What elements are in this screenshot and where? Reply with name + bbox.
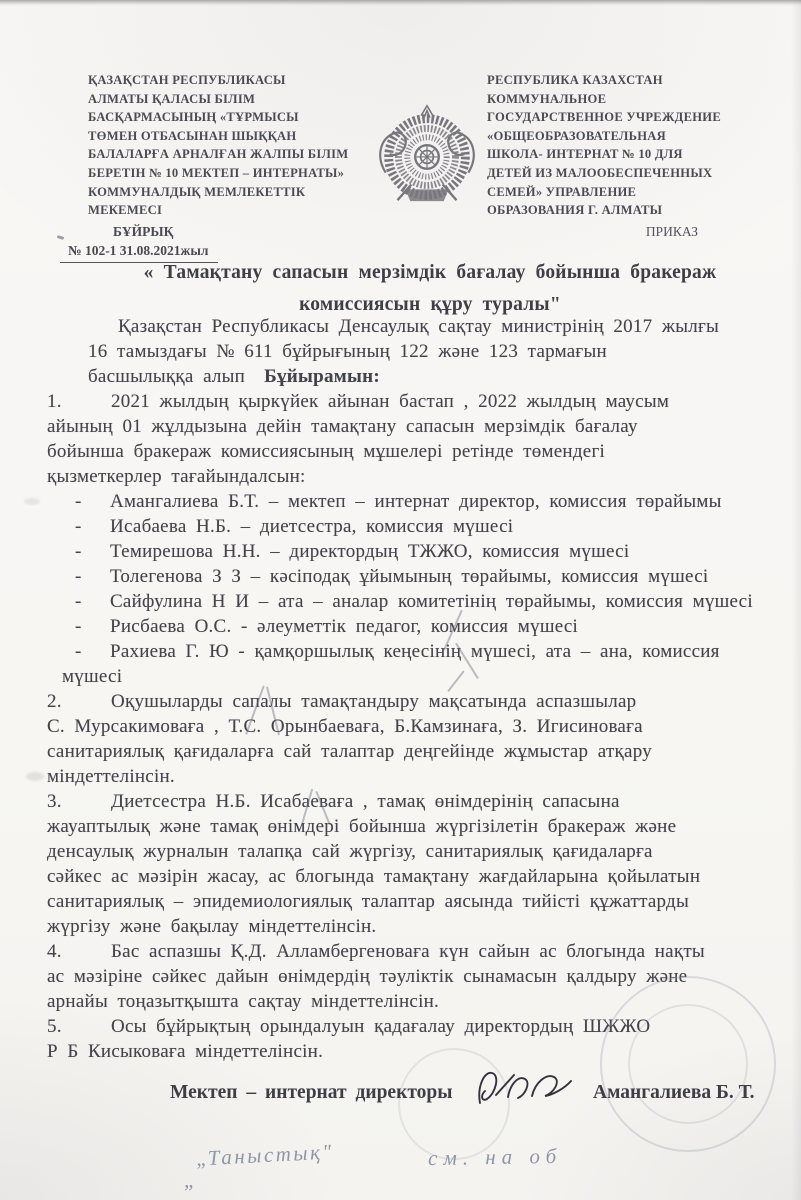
member-row xyxy=(62,639,767,689)
dash-marker: - xyxy=(75,566,82,587)
preamble-lines: Қазақстан Республикасы Денсаулық сақтау министрінің 2017 жылғы 16 тамыздағы № 611 бұйрығының 122 және 123 тармағын xyxy=(88,316,720,362)
scan-top-shadow xyxy=(0,0,801,6)
order-item-3 xyxy=(47,789,767,939)
item-number: 2. xyxy=(47,691,62,712)
dash-marker: - xyxy=(75,541,82,562)
scan-smudge xyxy=(26,772,44,781)
member-text: Рахиева Г. Ю - қамқоршылық кеңесінің мүшесі, ата – ана, комиссия мүшесі xyxy=(62,641,720,687)
ordering-word: Бұйырамын: xyxy=(264,366,381,387)
dash-marker: - xyxy=(75,616,82,637)
round-stamp-imprint-inner xyxy=(628,1004,748,1124)
preamble-final-line: басшылыққа алып Бұйырамын: xyxy=(88,366,381,387)
member-text: Рисбаева О.С. - әлеуметтік педагог, комиссия мүшесі xyxy=(110,616,579,637)
item-number: 1. xyxy=(47,391,62,412)
member-text: Сайфулина Н И – ата – аналар комитетінің төрайымы, комиссия мүшесі xyxy=(110,591,753,612)
member-row xyxy=(62,589,767,614)
member-text: Темирешова Н.Н. – директордың ТЖЖО, комиссия мүшесі xyxy=(110,541,630,562)
preamble xyxy=(88,314,767,389)
handwritten-note-right: см. на об xyxy=(427,1143,563,1171)
scan-right-shadow xyxy=(791,0,801,1200)
handwritten-quote-mark: „ xyxy=(184,1168,196,1192)
dash-marker: - xyxy=(75,641,82,662)
member-row xyxy=(62,539,767,564)
member-row xyxy=(62,489,767,514)
dash-marker: - xyxy=(75,491,82,512)
signatory-title: Мектеп – интернат директоры xyxy=(170,1082,453,1103)
signatory-name: Амангалиева Б. Т. xyxy=(593,1082,755,1103)
item-number: 5. xyxy=(47,1016,62,1037)
kazakhstan-coat-of-arms-icon xyxy=(368,94,486,212)
scan-smudge xyxy=(24,498,40,505)
member-row xyxy=(62,514,767,539)
order-label-row xyxy=(0,224,801,244)
member-text: Амангалиева Б.Т. – мектеп – интернат директор, комиссия төрайымы xyxy=(110,491,722,512)
member-row xyxy=(62,564,767,589)
item-number: 4. xyxy=(47,941,62,962)
order-label-kazakh: БҰЙРЫҚ xyxy=(113,224,174,239)
member-row xyxy=(62,614,767,639)
order-title: « Тамақтану сапасын мерзімдік бағалау бойынша бракераж комиссиясын құру туралы" xyxy=(143,262,717,315)
order-label-russian: ПРИКАЗ xyxy=(645,224,698,239)
item-text: Бас аспазшы Қ.Д. Алламбергеноваға күн сайын ас блогында нақты ас мәзіріне сәйкес дайын өнімдердің тәуліктік сынамасын қалдыру және арнайы тоңазытқышта сақтау міндеттелінсін. xyxy=(47,941,705,1012)
commission-members-list xyxy=(47,489,767,689)
member-text: Толегенова З З – кәсіподақ ұйымының төрайымы, комиссия мүшесі xyxy=(110,566,709,587)
dash-marker: - xyxy=(75,591,82,612)
item-text: 2021 жылдың қыркүйек айынан бастап , 2022 жылдың маусым айының 01 жұлдызына дейін тамақтану сапасын мерзімдік бағалау бойынша бракераж комиссиясының мұшелері ретінде төмендегі қызметкерлер тағайындалсын: xyxy=(47,391,670,487)
item-text: Оқушыларды сапалы тамақтандыру мақсатында аспазшылар С. Мурсакимоваға , Т.С. Орынбаеваға, Б.Камзинаға, З. Игисиноваға санитариялық қағидаларға сай талаптар деңгейінде жұмыстар атқару міндеттелінсін. xyxy=(47,691,652,787)
order-number-date: № 102-1 31.08.2021жыл xyxy=(60,243,218,263)
item-text: Осы бұйрықтың орындалуын қадағалау директордың ШЖЖО Р Б Кисыковаға міндеттелінсін. xyxy=(47,1016,651,1062)
handwritten-note-left: „Таныстық" xyxy=(195,1139,335,1171)
item-number: 3. xyxy=(47,791,62,812)
member-text: Исабаева Н.Б. – диетсестра, комиссия мүшесі xyxy=(110,516,514,537)
item-text: Диетсестра Н.Б. Исабаеваға , тамақ өнімдерінің сапасына жауаптылық және тамақ өнімдері бойынша жүргізілетін бракераж және денсаулық журналын талапқа сай жүргізу, санитариялық қағидаларға сәйкес ас мәзірін жасау, ас блогында тамақтану жағдайларына қойылатын санитариялық – эпидемиологиялық талаптар аясында тийісті құжаттарды жүргізу және бақылау міндеттелінсін. xyxy=(47,791,701,937)
org-name-kazakh: ҚАЗАҚСТАН РЕСПУБЛИКАСЫ АЛМАТЫ ҚАЛАСЫ БІЛІМ БАСҚАРМАСЫНЫҢ «ТҰРМЫСЫ ТӨМЕН ОТБАСЫНАН ШЫҚҚАН БАЛАЛАРҒА АРНАЛҒАН ЖАЛПЫ БІЛІМ БЕРЕТІН № 10 МЕКТЕП – ИНТЕРНАТЫ» КОММУНАЛДЫҚ МЕМЛЕКЕТТІК МЕКЕМЕСІ xyxy=(88,73,349,218)
order-body xyxy=(47,314,767,1064)
order-item-2 xyxy=(47,689,767,789)
org-name-russian: РЕСПУБЛИКА КАЗАХСТАН КОММУНАЛЬНОЕ ГОСУДАРСТВЕННОЕ УЧРЕЖДЕНИЕ «ОБЩЕОБРАЗОВАТЕЛЬНАЯ ШКОЛА- ИНТЕРНАТ № 10 ДЛЯ ДЕТЕЙ ИЗ МАЛООБЕСПЕЧЕННЫХ СЕМЕЙ» УПРАВЛЕНИЕ ОБРАЗОВАНИЯ Г. АЛМАТЫ xyxy=(487,73,721,218)
handwritten-signature xyxy=(472,1063,582,1115)
dash-marker: - xyxy=(75,516,82,537)
order-item-1 xyxy=(47,389,767,489)
